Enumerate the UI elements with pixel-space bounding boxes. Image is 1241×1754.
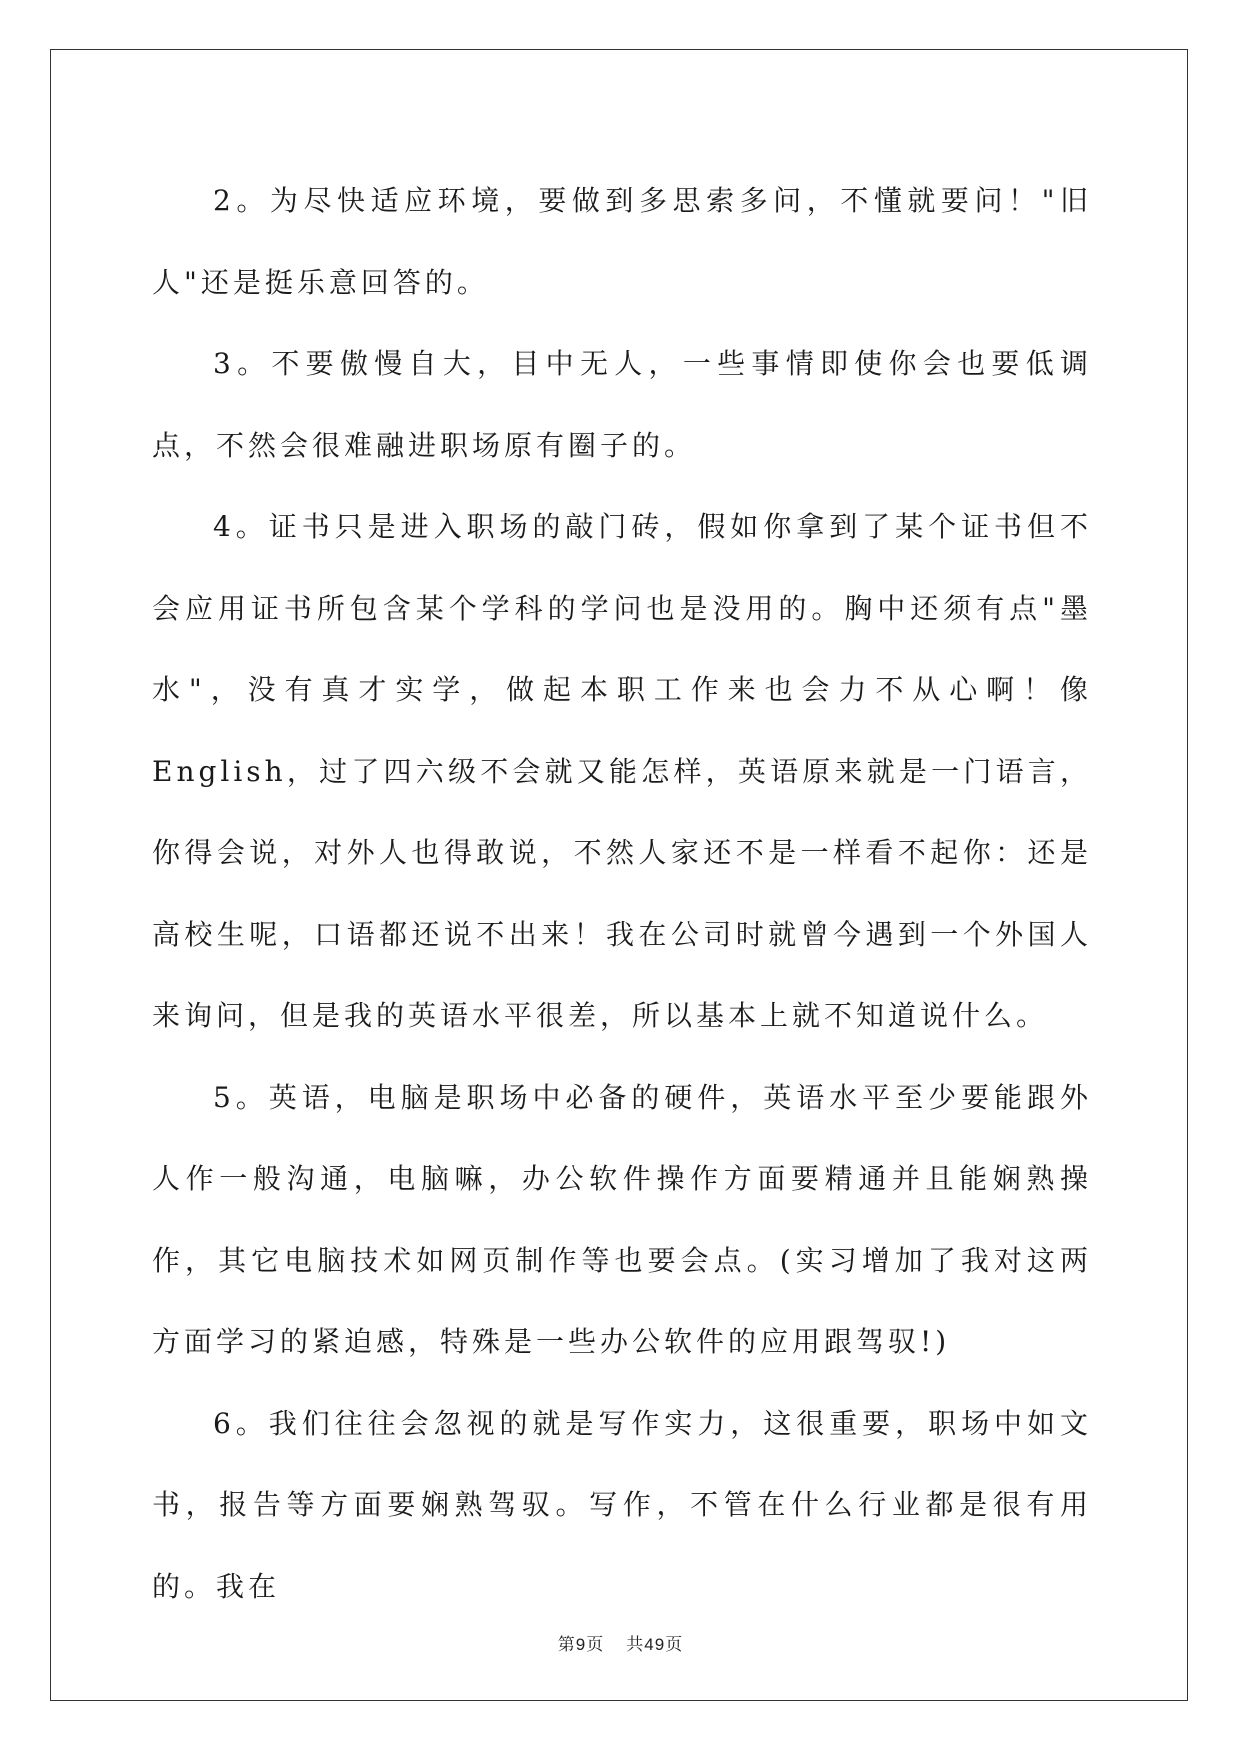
paragraph-2: 2。为尽快适应环境，要做到多思索多问，不懂就要问！"旧人"还是挺乐意回答的。	[152, 184, 1092, 299]
page-prefix: 第	[557, 1635, 576, 1655]
document-body	[152, 160, 1092, 1627]
paragraph-4: 4。证书只是进入职场的敲门砖，假如你拿到了某个证书但不会应用证书所包含某个学科的学问也是没用的。胸中还须有点"墨水"，没有真才实学，做起本职工作来也会力不从心啊！像English，过了四六级不会就又能怎样，英语原来就是一门语言，你得会说，对外人也得敢说，不然人家还不是一样看不起你：还是高校生呢，口语都还说不出来！我在公司时就曾今遇到一个外国人来询问，但是我的英语水平很差，所以基本上就不知道说什么。	[152, 510, 1092, 1032]
paragraph-5: 5。英语，电脑是职场中必备的硬件，英语水平至少要能跟外人作一般沟通，电脑嘛，办公软件操作方面要精通并且能娴熟操作，其它电脑技术如网页制作等也要会点。(实习增加了我对这两方面学习的紧迫感，特殊是一些办公软件的应用跟驾驭!)	[152, 1080, 1092, 1358]
paragraph-6: 6。我们往往会忽视的就是写作实力，这很重要，职场中如文书，报告等方面要娴熟驾驭。写作，不管在什么行业都是很有用的。我在	[152, 1406, 1092, 1603]
total-prefix: 共	[626, 1635, 645, 1655]
paragraph-3: 3。不要傲慢自大，目中无人，一些事情即使你会也要低调点，不然会很难融进职场原有圈子的。	[152, 347, 1092, 462]
page-number: 9	[575, 1635, 587, 1654]
page-total: 49	[644, 1635, 666, 1654]
page-suffix: 页	[586, 1635, 605, 1655]
total-suffix: 页	[665, 1635, 684, 1655]
page-footer	[0, 1630, 1241, 1655]
